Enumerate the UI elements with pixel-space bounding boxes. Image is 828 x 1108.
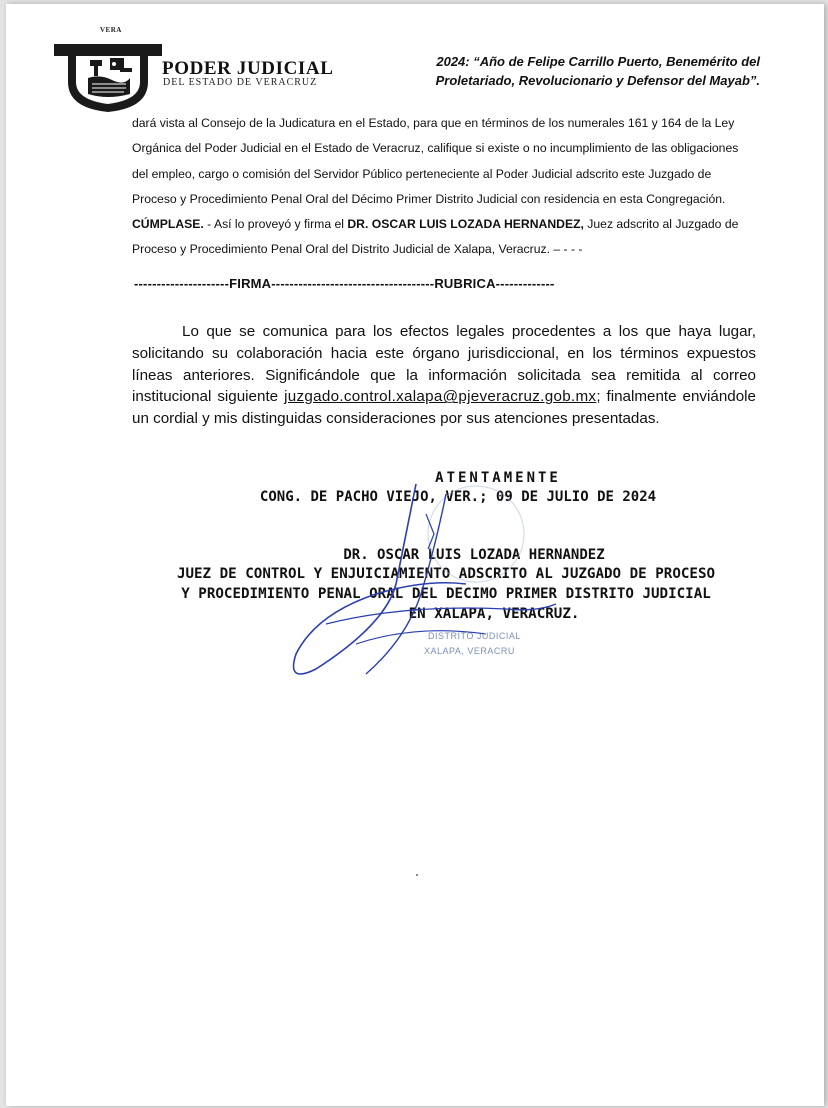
judge-title-line-2: Y PROCEDIMIENTO PENAL ORAL DEL DECIMO PRIMER DISTRITO JUDICIAL [181,586,711,602]
communication-text-1: Lo que se comunica para los efectos legales procedentes a los que haya lugar, solicitando su colaboración hacia este órgano jurisdiccional, en los términos expuestos líneas anteriores. Significándole que la información solicitada sea remitida al correo institucional siguiente [132,323,756,406]
judge-title-line-3: EN XALAPA, VERACRUZ. [408,606,580,622]
resolution-text-1: dará vista al Consejo de la Judicatura en el Estado, para que en términos de los numerales 161 y 164 de la Ley Orgánica del Poder Judicial en el Estado de Veracruz, califique si existe o no incumplimiento de las obligaciones del empleo, cargo o comisión del Servidor Público perteneciente al Poder Judicial adscrito este Juzgado de Proceso y Procedimiento Penal Oral del Décimo Primer Distrito Judicial con residencia en esta Congregación. [132,116,739,206]
institutional-email-link[interactable]: juzgado.control.xalapa@pjeveracruz.gob.mx [284,388,597,406]
motto-line-1: 2024: “Año de Felipe Carrillo Puerto, Benemérito del [436,54,760,69]
communication-text-2: ; finalmente enviándole un cordial y mis distinguidas consideraciones por sus atenciones presentadas. [132,388,756,428]
communication-paragraph [132,321,756,430]
signature-rubric-line: ---------------------FIRMA------------------------------------RUBRICA------------- [134,276,555,291]
judge-title-line-1: JUEZ DE CONTROL Y ENJUICIAMIENTO ADSCRITO AL JUZGADO DE PROCESO [176,566,716,582]
handwritten-signature [256,474,576,694]
poder-judicial-logo-icon [50,38,166,116]
brand-title: PODER JUDICIAL [162,58,334,79]
judge-name: DR. OSCAR LUIS LOZADA HERNANDEZ [343,547,605,563]
place-and-date: CONG. DE PACHO VIEJO, VER.; 09 DE JULIO DE 2024 [259,489,657,505]
stamp-text-line-2: XALAPA, VERACRU [424,646,515,656]
closing-atentamente: ATENTAMENTE [435,470,561,486]
resolution-text-3: Juez adscrito al Juzgado de Proceso y Procedimiento Penal Oral del Distrito Judicial de Xalapa, Veracruz. – - - - [132,217,739,257]
judge-name-inline: DR. OSCAR LUIS LOZADA HERNANDEZ, [347,217,584,232]
cumplase-label: CÚMPLASE. [132,217,204,232]
motto-line-2: Proletariado, Revolucionario y Defensor del Mayab”. [435,73,760,88]
stamp-text-line-1: DISTRITO JUDICIAL [428,631,521,641]
crest-caption: VERA [100,26,122,34]
brand-subtitle: DEL ESTADO DE VERACRUZ [163,77,318,88]
resolution-paragraph [132,111,756,263]
scan-speck [416,874,418,876]
resolution-text-2: - Así lo proveyó y firma el [203,217,348,232]
official-year-motto [380,52,760,90]
document-page [6,4,824,1106]
